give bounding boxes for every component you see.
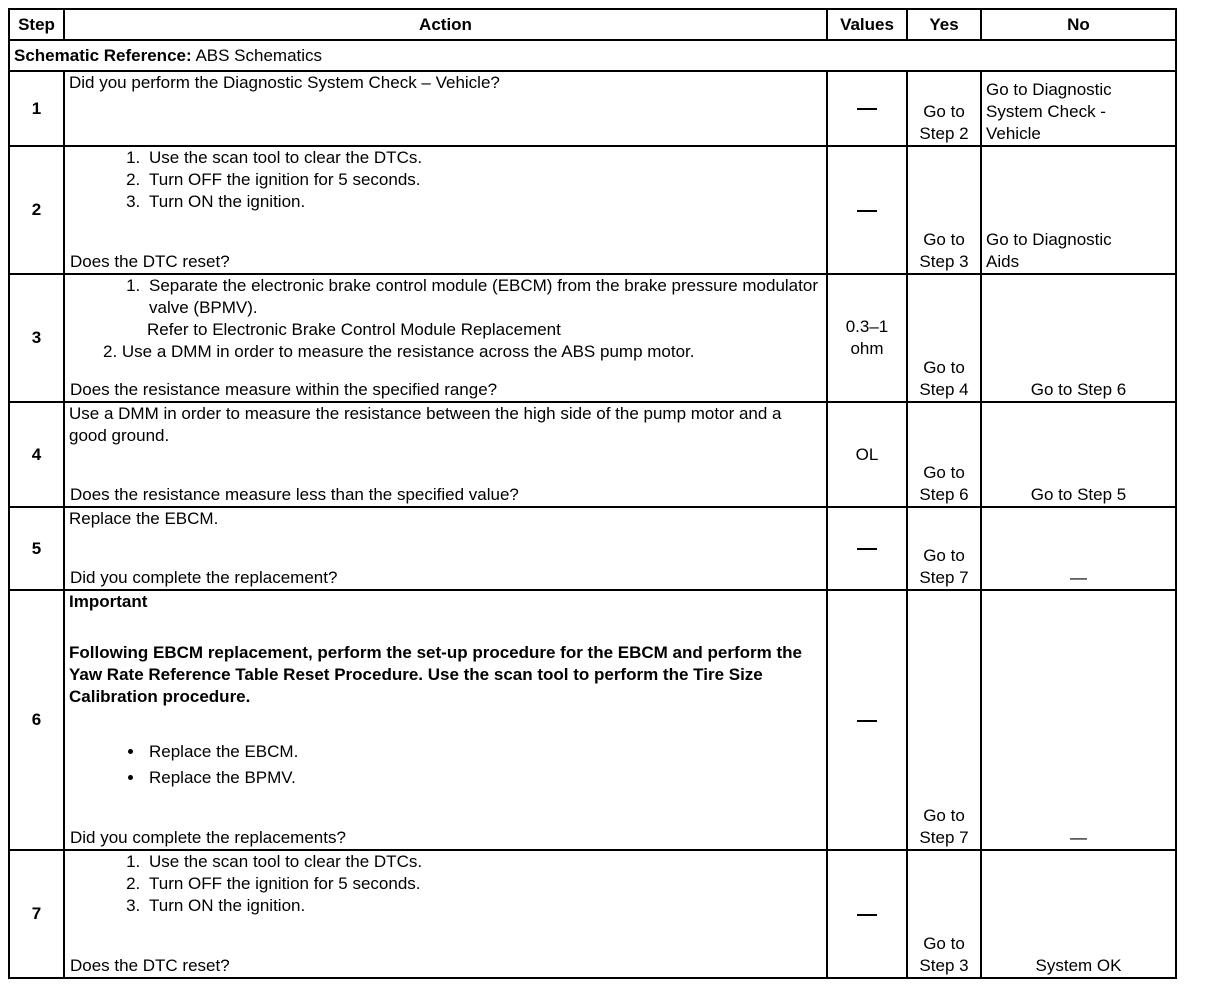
diagnostic-table [8,8,1177,979]
question-text: Did you complete the replacement? [70,568,338,587]
dash-mark [857,108,877,110]
step-number: 6 [9,590,64,850]
step-number: 2 [9,146,64,274]
header-row [9,9,1176,40]
no-cell[interactable] [981,146,1176,274]
list-item: 1. Use the scan tool to clear the DTCs. [145,851,822,873]
schematic-reference [9,40,1176,71]
value-cell [827,71,907,146]
no-line: System Check - [986,102,1106,121]
action-list [69,851,822,917]
step-number: 5 [9,507,64,590]
table-row [9,71,1176,146]
important-heading: Important [69,592,148,611]
table-row [9,507,1176,590]
action-list [69,147,822,213]
no-line: Go to Diagnostic [986,80,1112,99]
header-no: No [981,9,1176,40]
action-cell [64,590,827,850]
schematic-link[interactable]: ABS Schematics [195,45,323,65]
list-item: 2. Use a DMM in order to measure the resistance across the ABS pump motor. [103,342,695,361]
dash-mark [857,914,877,916]
value-cell [827,850,907,978]
table-row [9,402,1176,507]
table-row [9,274,1176,402]
list-item: 1. Separate the electronic brake control module (EBCM) from the brake pressure modulator valve (BPMV). [145,275,822,319]
header-step: Step [9,9,64,40]
list-item: • Replace the BPMV. [145,767,822,789]
list-item: 2. Turn OFF the ignition for 5 seconds. [145,873,822,895]
action-cell [64,71,827,146]
header-values: Values [827,9,907,40]
action-cell [64,146,827,274]
question-text: Did you perform the Diagnostic System Check – Vehicle? [69,73,500,92]
list-item: 2. Turn OFF the ignition for 5 seconds. [145,169,822,191]
action-cell [64,507,827,590]
yes-cell[interactable] [907,146,981,274]
value-cell [827,590,907,850]
yes-line: Step 7 [919,568,969,587]
yes-cell[interactable] [907,507,981,590]
yes-cell[interactable] [907,402,981,507]
yes-line: Step 6 [919,485,969,504]
dash-mark [857,548,877,550]
bullet-list [69,741,822,789]
value-cell [827,274,907,402]
dash-mark [857,210,877,212]
yes-cell[interactable] [907,71,981,146]
list-item: 1. Use the scan tool to clear the DTCs. [145,147,822,169]
table-row [9,146,1176,274]
question-text: Did you complete the replacements? [70,828,346,847]
no-cell[interactable]: System OK [981,850,1176,978]
step-number: 7 [9,850,64,978]
yes-line: Go to [923,230,965,249]
no-line: Aids [986,252,1020,271]
question-text: Does the DTC reset? [70,956,230,975]
table-row [9,590,1176,850]
important-note: Following EBCM replacement, perform the set-up procedure for the EBCM and perform the Yaw Rate Reference Table Reset Procedure. Use the scan tool to perform the Tire Size Calibration procedure. [69,643,802,706]
yes-line: Go to [923,358,965,377]
action-text: Use a DMM in order to measure the resistance between the high side of the pump motor and a good ground. [69,404,782,445]
header-action: Action [64,9,827,40]
yes-line: Go to [923,806,965,825]
value-cell [827,507,907,590]
yes-line: Step 4 [919,380,969,399]
yes-cell[interactable] [907,850,981,978]
action-text: Replace the EBCM. [69,509,219,528]
question-text: Does the resistance measure less than the specified value? [70,485,519,504]
question-text: Does the resistance measure within the specified range? [70,380,498,399]
yes-line: Go to [923,546,965,565]
action-cell [64,850,827,978]
action-list [69,275,822,319]
step-number: 3 [9,274,64,402]
yes-line: Go to [923,463,965,482]
action-cell [64,402,827,507]
action-cell [64,274,827,402]
no-line: Go to Diagnostic [986,230,1112,249]
dash-mark [857,720,877,722]
list-item: • Replace the EBCM. [145,741,822,763]
yes-line: Step 3 [919,956,969,975]
no-cell[interactable]: Go to Step 6 [981,274,1176,402]
list-item: 3. Turn ON the ignition. [145,895,822,917]
yes-cell[interactable] [907,274,981,402]
value-line: ohm [850,339,884,358]
header-yes: Yes [907,9,981,40]
list-item: 3. Turn ON the ignition. [145,191,822,213]
yes-line: Go to [923,102,965,121]
no-line: Vehicle [986,124,1041,143]
schematic-label: Schematic Reference: [14,45,192,65]
yes-line: Go to [923,934,965,953]
yes-line: Step 3 [919,252,969,271]
value-line: 0.3–1 [845,317,889,336]
question-text: Does the DTC reset? [70,252,230,271]
yes-cell[interactable] [907,590,981,850]
yes-line: Step 2 [919,124,969,143]
table-row [9,850,1176,978]
refer-text[interactable]: Refer to Electronic Brake Control Module Replacement [147,320,561,339]
no-cell[interactable]: Go to Step 5 [981,402,1176,507]
value-cell: OL [827,402,907,507]
no-cell: — [981,507,1176,590]
yes-line: Step 7 [919,828,969,847]
no-cell: — [981,590,1176,850]
schematic-row [9,40,1176,71]
step-number: 4 [9,402,64,507]
step-number: 1 [9,71,64,146]
no-cell[interactable] [981,71,1176,146]
value-cell [827,146,907,274]
